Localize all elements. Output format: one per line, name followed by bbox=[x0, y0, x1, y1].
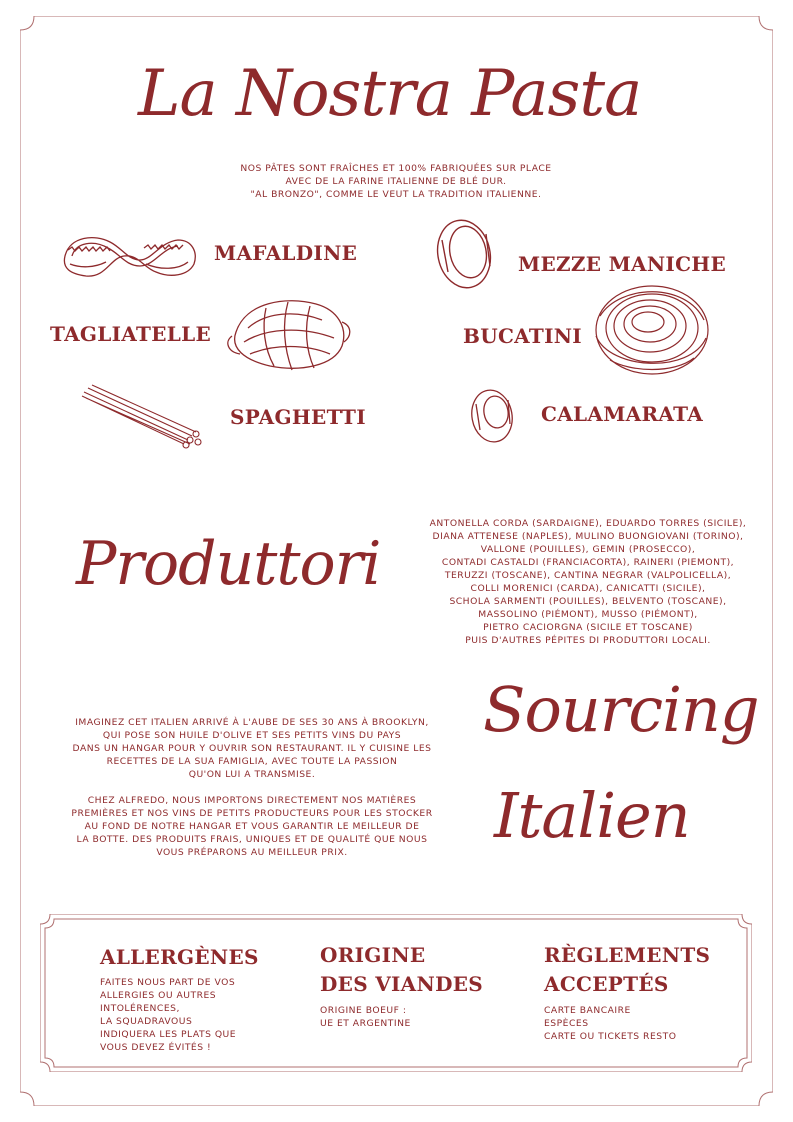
pasta-name-calamarata: CALAMARATA bbox=[541, 402, 704, 426]
allergens-text bbox=[100, 976, 280, 1054]
allergens-line: INDIQUERA LES PLATS QUE bbox=[100, 1029, 237, 1040]
sourcing-line: QU'ON LUI A TRANSMISE. bbox=[188, 769, 316, 780]
sourcing-title-line1: Sourcing bbox=[483, 673, 759, 746]
tagliatelle-illustration bbox=[226, 292, 354, 376]
origin-line: UE ET ARGENTINE bbox=[320, 1018, 411, 1029]
payments-line: CARTE BANCAIRE bbox=[544, 1005, 631, 1016]
producer-line: COLLI MORENICI (CARDA), CANICATTI (SICILE), bbox=[470, 583, 706, 594]
sourcing-line: RECETTES DE LA SUA FAMIGLIA, AVEC TOUTE LA PASSION bbox=[106, 756, 398, 767]
producers-list bbox=[408, 517, 768, 647]
producer-line: CONTADI CASTALDI (FRANCIACORTA), RAINERI (PIEMONT), bbox=[441, 557, 735, 568]
payments-text bbox=[544, 1004, 734, 1043]
sourcing-line: AU FOND DE NOTRE HANGAR ET VOUS GARANTIR LE MEILLEUR DE bbox=[84, 821, 420, 832]
pasta-name-spaghetti: SPAGHETTI bbox=[230, 405, 366, 429]
mafaldine-illustration bbox=[60, 228, 200, 284]
payments-title bbox=[544, 941, 710, 999]
producers-title: Produttori bbox=[76, 529, 381, 599]
allergens-line: INTOLÉRENCES, bbox=[100, 1003, 180, 1014]
pasta-name-mezze-maniche: MEZZE MANICHE bbox=[518, 252, 727, 276]
sourcing-line: IMAGINEZ CET ITALIEN ARRIVÉ À L'AUBE DE SES 30 ANS À BROOKLYN, bbox=[75, 717, 429, 728]
bucatini-illustration bbox=[590, 280, 714, 380]
payments-line: CARTE OU TICKETS RESTO bbox=[544, 1031, 677, 1042]
sourcing-line: CHEZ ALFREDO, NOUS IMPORTONS DIRECTEMENT NOS MATIÈRES bbox=[87, 795, 417, 806]
allergens-title: ALLERGÈNES bbox=[100, 945, 259, 969]
allergens-line: ALLERGIES OU AUTRES bbox=[100, 990, 217, 1001]
producer-line: MASSOLINO (PIÉMONT), MUSSO (PIÉMONT), bbox=[478, 609, 698, 620]
sourcing-line: PREMIÈRES ET NOS VINS DE PETITS PRODUCTEURS POUR LES STOCKER bbox=[71, 808, 433, 819]
allergens-line: FAITES NOUS PART DE VOS bbox=[100, 977, 236, 988]
pasta-name-tagliatelle: TAGLIATELLE bbox=[50, 322, 212, 346]
origin-text bbox=[320, 1004, 500, 1030]
sourcing-title-line2: Italien bbox=[494, 779, 690, 852]
origin-line: ORIGINE BOEUF : bbox=[320, 1005, 407, 1016]
producer-line: TERUZZI (TOSCANE), CANTINA NEGRAR (VALPOLICELLA), bbox=[444, 570, 732, 581]
mezze-maniche-illustration bbox=[428, 210, 500, 296]
payments-line: ESPÈCES bbox=[544, 1018, 589, 1029]
origin-title-line: DES VIANDES bbox=[320, 972, 483, 996]
producer-line: VALLONE (POUILLES), GEMIN (PROSECCO), bbox=[480, 544, 696, 555]
producer-line: DIANA ATTENESE (NAPLES), MULINO BUONGIOVANI (TORINO), bbox=[432, 531, 744, 542]
sourcing-line: LA BOTTE. DES PRODUITS FRAIS, UNIQUES ET DE QUALITÉ QUE NOUS bbox=[76, 834, 428, 845]
intro-line: AVEC DE LA FARINE ITALIENNE DE BLÉ DUR. bbox=[285, 176, 507, 187]
allergens-line: VOUS DEVEZ ÉVITÉS ! bbox=[100, 1042, 212, 1053]
origin-title-line: ORIGINE bbox=[320, 943, 426, 967]
payments-title-line: ACCEPTÉS bbox=[544, 972, 669, 996]
producer-line: PIETRO CACIORGNA (SICILE ET TOSCANE) bbox=[483, 622, 693, 633]
producer-line: PUIS D'AUTRES PÉPITES DI PRODUTTORI LOCALI. bbox=[465, 635, 711, 646]
sourcing-line: QUI POSE SON HUILE D'OLIVE ET SES PETITS VINS DU PAYS bbox=[102, 730, 402, 741]
sourcing-text bbox=[48, 716, 456, 859]
origin-title bbox=[320, 941, 483, 999]
producer-line: SCHOLA SARMENTI (POUILLES), BELVENTO (TOSCANE), bbox=[449, 596, 727, 607]
page-title: La Nostra Pasta bbox=[138, 57, 642, 131]
calamarata-illustration bbox=[466, 384, 522, 446]
sourcing-line: VOUS PRÉPARONS AU MEILLEUR PRIX. bbox=[156, 847, 348, 858]
spaghetti-illustration bbox=[80, 384, 208, 450]
sourcing-line: DANS UN HANGAR POUR Y OUVRIR SON RESTAURANT. IL Y CUISINE LES bbox=[72, 743, 432, 754]
allergens-line: LA SQUADRAVOUS bbox=[100, 1016, 193, 1027]
pasta-name-mafaldine: MAFALDINE bbox=[214, 241, 358, 265]
intro-line: "AL BRONZO", COMME LE VEUT LA TRADITION ITALIENNE. bbox=[250, 189, 542, 200]
payments-title-line: RÈGLEMENTS bbox=[544, 943, 711, 967]
intro-text bbox=[196, 162, 596, 201]
pasta-name-bucatini: BUCATINI bbox=[463, 324, 582, 348]
producer-line: ANTONELLA CORDA (SARDAIGNE), EDUARDO TORRES (SICILE), bbox=[429, 518, 747, 529]
intro-line: NOS PÂTES SONT FRAÎCHES ET 100% FABRIQUÉES SUR PLACE bbox=[240, 163, 552, 174]
